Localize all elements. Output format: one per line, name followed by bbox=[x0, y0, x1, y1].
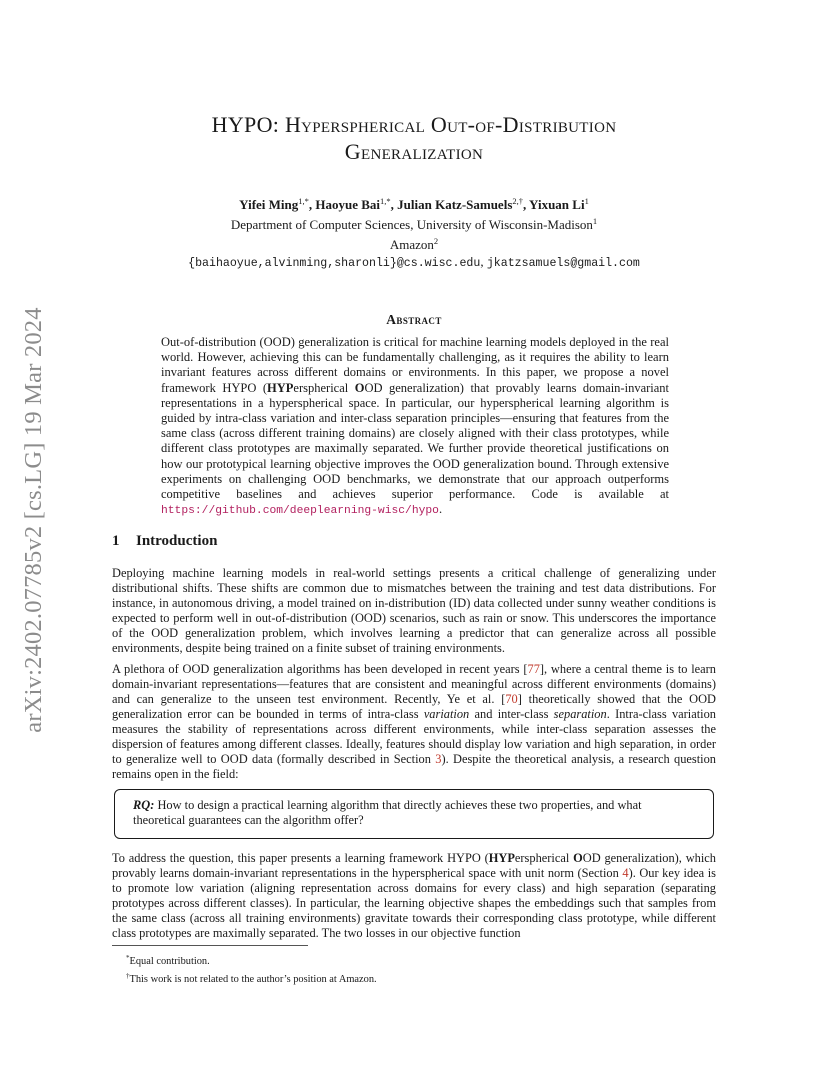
abstract-body: Out-of-distribution (OOD) generalization is critical for machine learning models deployed in the real world. However, achieving this can be fundamentally challenging, as it requires the ability to learn invariant features across different domains or environments. In this paper, we propose a novel framework HYPO (HYPerspherical OOD generalization) that provably learns domain-invariant representations in a hyperspherical space. In particular, our hyperspherical learning algorithm is guided by intra-class variation and inter-class separation principles—ensuring that features from the same class (across different training domains) are closely aligned with their class prototypes, while different class prototypes are maximally separated. We further provide theoretical justifications on how our prototypical learning objective improves the OOD generalization bound. Through extensive experiments on challenging OOD benchmarks, we demonstrate that our approach outperforms competitive baselines and achieves superior performance. Code is available at https://github.com/deeplearning-wisc/hypo. bbox=[161, 335, 670, 518]
paper-title bbox=[0, 111, 828, 165]
title-line-1: HYPO: Hyperspherical Out-of-Distribution bbox=[211, 112, 617, 137]
author-mark: 1,* bbox=[298, 196, 309, 206]
author-name: Haoyue Bai bbox=[315, 197, 381, 212]
title-line-2: Generalization bbox=[344, 139, 484, 164]
section-reference-link[interactable]: 3 bbox=[435, 752, 442, 766]
abstract-heading: Abstract bbox=[386, 312, 442, 327]
citation-link[interactable]: 77 bbox=[527, 662, 540, 676]
research-question-box bbox=[114, 789, 714, 839]
rq-text: How to design a practical learning algorithm that directly achieves these two properties, and what theoretical guarantees can the algorithm offer? bbox=[133, 798, 642, 827]
section-heading-introduction bbox=[112, 533, 217, 550]
footnote-rule bbox=[112, 945, 308, 946]
intro-paragraph-2: A plethora of OOD generalization algorithms has been developed in recent years [77], where a central theme is to learn domain-invariant representations—features that are consistent and meaningful across different environments (domains) and can generalize to the unseen test environment. Recently, Ye et al. [70] theoretically showed that the OOD generalization error can be bounded in terms of intra-class variation and inter-class separation. Intra-class variation measures the stability of representations across different environments, while inter-class separation assesses the dispersion of features among different classes. Ideally, features should display low variation and high separation, in order to generalize well to OOD data (formally described in Section 3). Despite the theoretical analysis, a research question remains open in the field: bbox=[112, 662, 717, 781]
author-mark: 1 bbox=[584, 196, 589, 206]
footnotes bbox=[126, 951, 377, 987]
author-mark: 2,† bbox=[512, 196, 524, 206]
author-name: Yifei Ming bbox=[239, 197, 299, 212]
footnote: *Equal contribution. bbox=[126, 954, 210, 967]
author-name: Julian Katz-Samuels bbox=[397, 197, 513, 212]
arxiv-identifier: arXiv:2402.07785v2 [cs.LG] 19 Mar 2024 bbox=[20, 307, 47, 733]
affiliation-amazon: Amazon$^2$ bbox=[389, 236, 439, 252]
section-title: Introduction bbox=[136, 533, 218, 549]
author-emails: {baihaoyue,alvinming,sharonli}@cs.wisc.edu, jkatzsamuels@gmail.com bbox=[188, 254, 640, 270]
intro-paragraph-1: Deploying machine learning models in real-world settings presents a critical challenge of generalizing under distributional shifts. These shifts are common due to mismatches between the training and test data distributions. For instance, in autonomous driving, a model trained on in-distribution (ID) data collected under sunny weather conditions is expected to perform well in out-of-distribution (OOD) scenarios, such as rain or snow. This underscores the importance of the OOD generalization problem, which involves learning a predictor that can generalize across all possible environments, despite being trained on a finite subset of training environments. bbox=[112, 566, 716, 655]
intro-paragraph-3: To address the question, this paper presents a learning framework HYPO (HYPerspherical OOD generalization), which provably learns domain-invariant representations in the hyperspherical space with unit norm (Section 4). Our key idea is to promote low variation (aligning representation across domains for every class) and high separation (separating prototypes across different classes). In particular, the learning objective shapes the embeddings such that samples from the same class (across all training environments) gravitate towards their corresponding class prototype, while different class prototypes are maximally separated. The two losses in our objective function bbox=[112, 851, 716, 940]
section-number: 1 bbox=[112, 533, 120, 549]
author-block bbox=[0, 193, 828, 272]
author-names: Yifei Ming$^{1,*}$, Haoyue Bai$^{1,*}$, Julian Katz-Samuels$^{2,\dagger}$, Yixuan Li$^1$ bbox=[239, 196, 589, 212]
author-name: Yixuan Li bbox=[529, 197, 585, 212]
arxiv-watermark bbox=[19, 285, 49, 755]
affiliation-wisc: Department of Computer Sciences, University of Wisconsin-Madison$^1$ bbox=[230, 216, 598, 232]
footnote: †This work is not related to the author’s position at Amazon. bbox=[126, 972, 377, 985]
citation-link[interactable]: 70 bbox=[505, 692, 518, 706]
section-reference-link[interactable]: 4 bbox=[622, 866, 629, 880]
code-link[interactable]: https://github.com/deeplearning-wisc/hypo bbox=[161, 505, 439, 518]
rq-label: RQ: bbox=[133, 798, 155, 812]
author-mark: 1,* bbox=[380, 196, 391, 206]
